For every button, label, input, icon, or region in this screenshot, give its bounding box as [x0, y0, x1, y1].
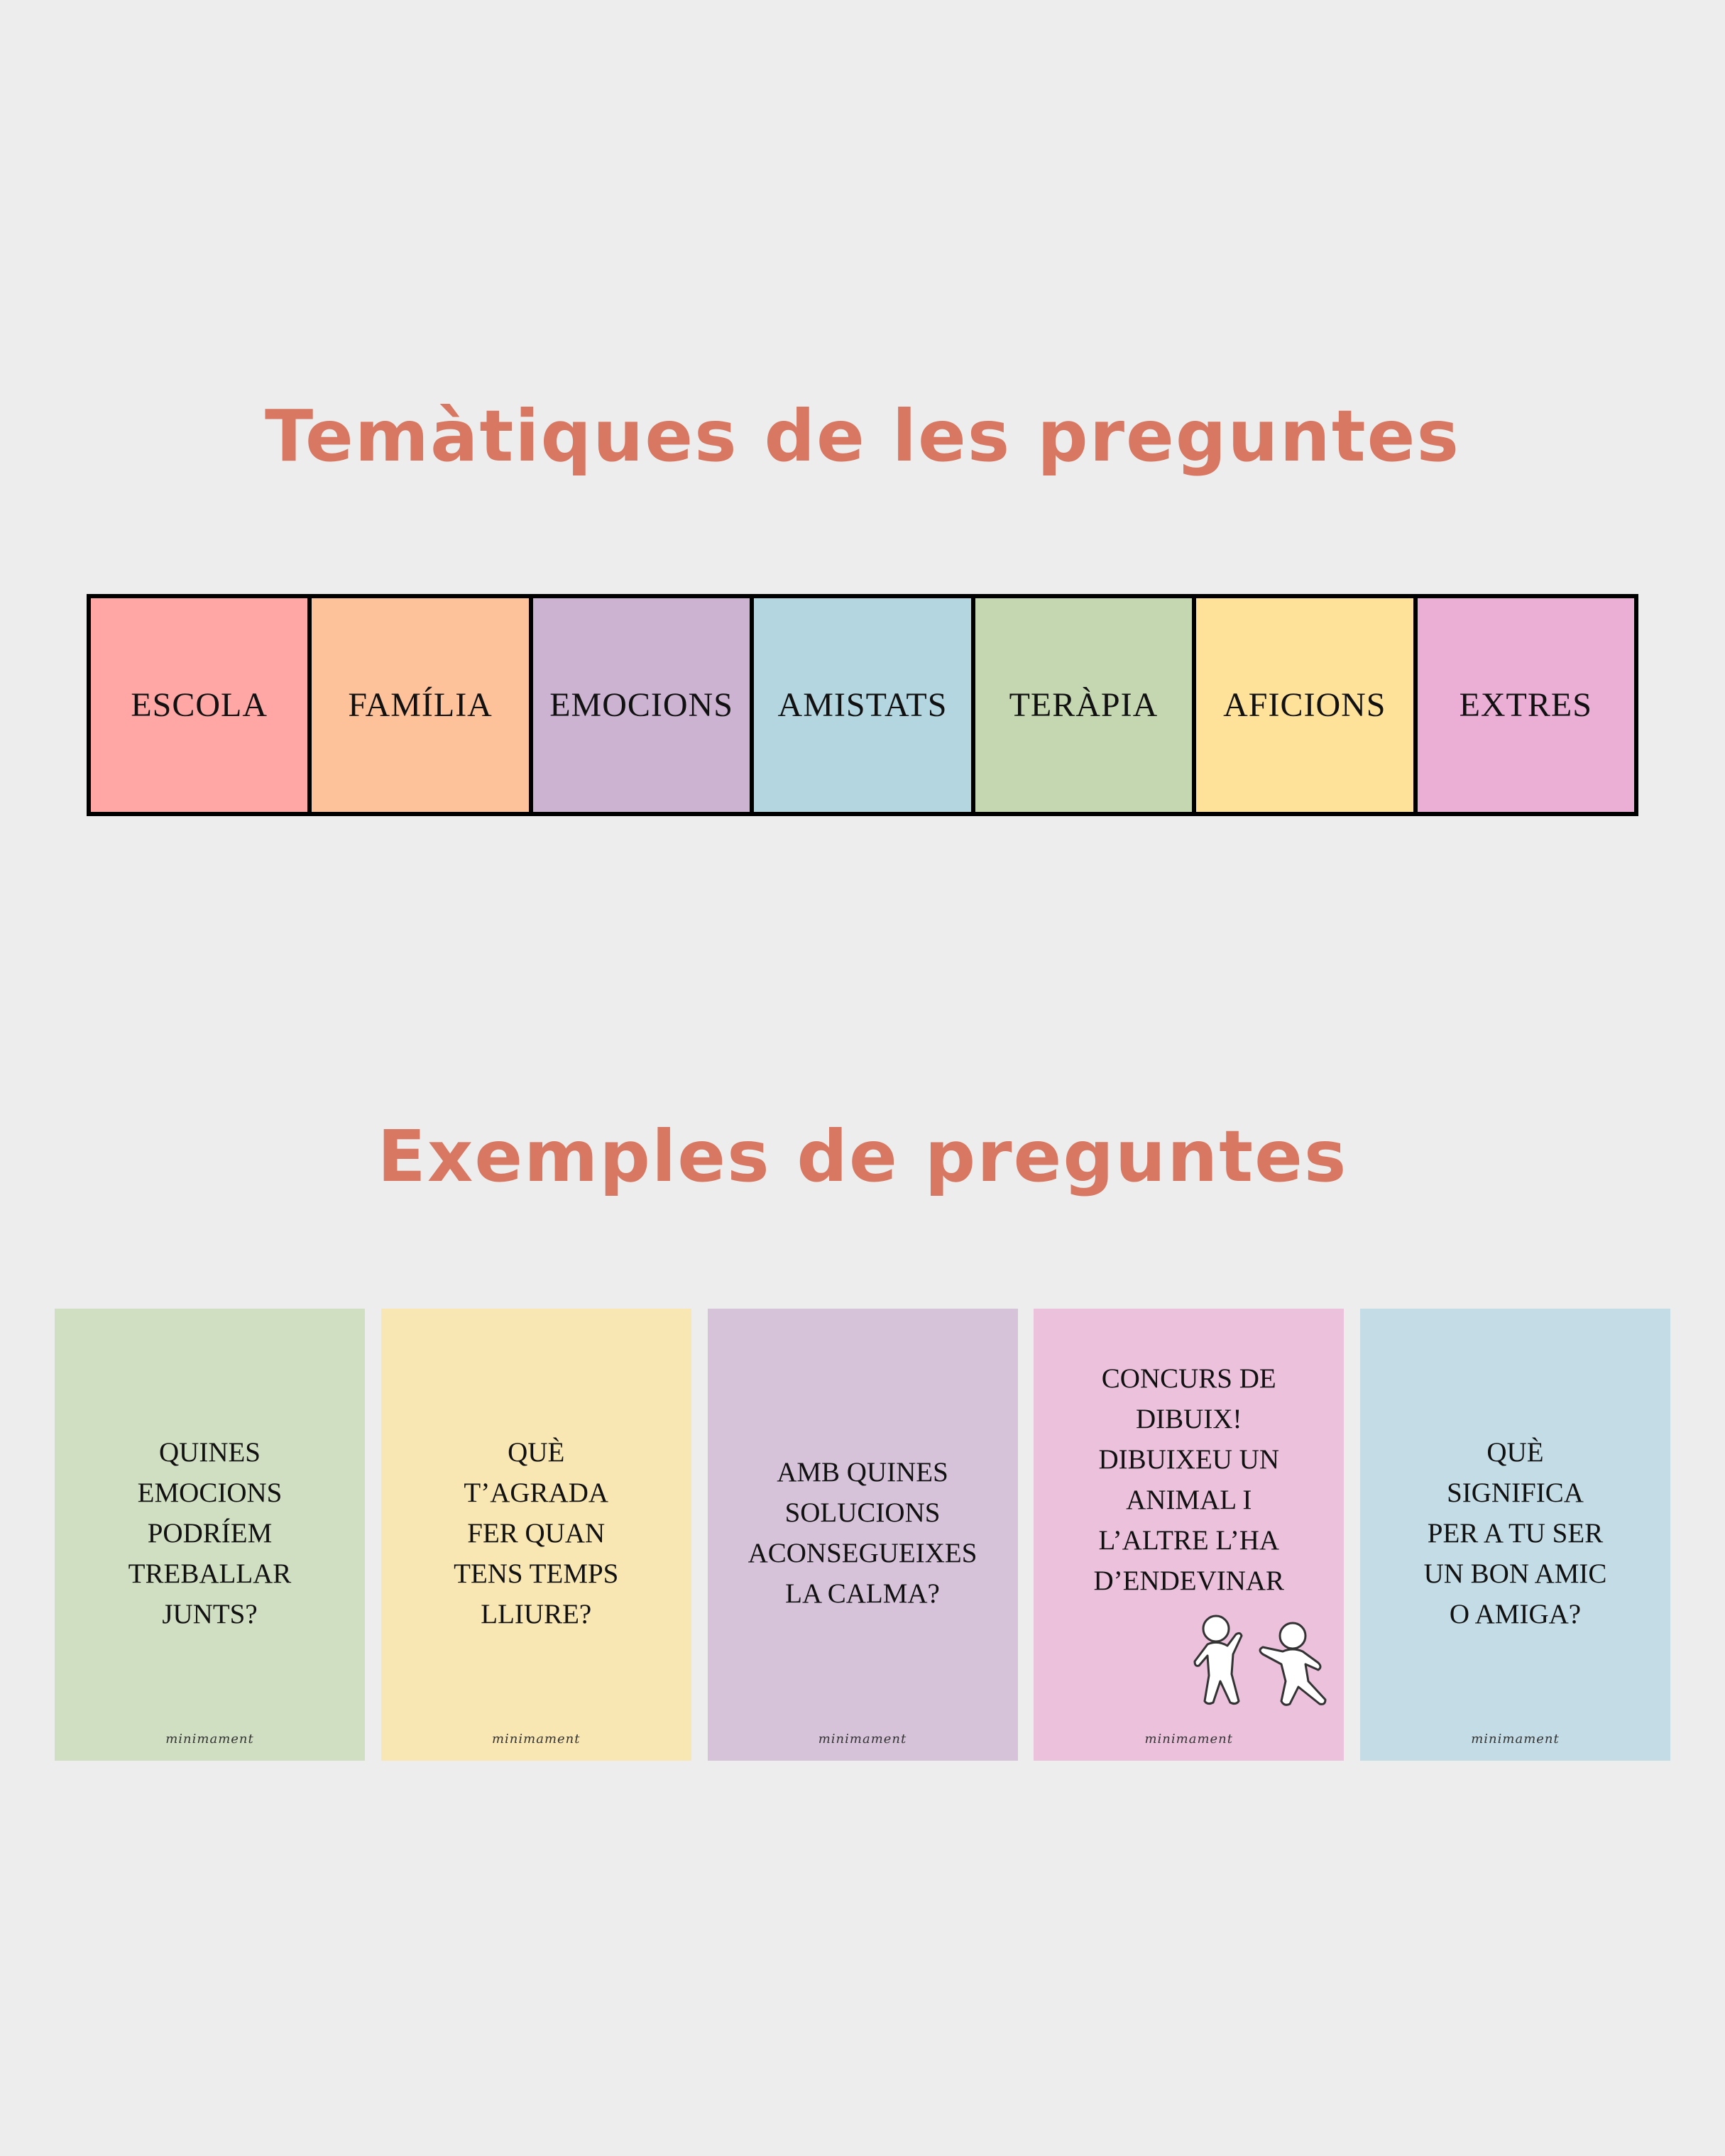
examples-heading: Exemples de preguntes — [377, 1115, 1348, 1198]
card-brand-logo: minimament — [1471, 1732, 1560, 1747]
theme-aficions: AFICIONS — [1196, 598, 1413, 812]
card-brand-logo: minimament — [165, 1732, 254, 1747]
question-card-3 — [708, 1309, 1018, 1761]
theme-escola: ESCOLA — [91, 598, 307, 812]
card-question: QUINES EMOCIONS PODRÍEM TREBALLAR JUNTS? — [128, 1437, 292, 1629]
theme-familia: FAMÍLIA — [312, 598, 528, 812]
themes-heading: Temàtiques de les preguntes — [265, 395, 1460, 478]
card-question: QUÈ T’AGRADA FER QUAN TENS TEMPS LLIURE? — [454, 1437, 619, 1629]
theme-emocions: EMOCIONS — [533, 598, 750, 812]
card-brand-logo: minimament — [818, 1732, 907, 1747]
theme-amistats: AMISTATS — [754, 598, 970, 812]
question-card-1 — [55, 1309, 365, 1761]
card-question: QUÈ SIGNIFICA PER A TU SER UN BON AMIC O AMIGA? — [1423, 1437, 1607, 1629]
card-brand-logo: minimament — [1144, 1732, 1234, 1747]
theme-terapia: TERÀPIA — [975, 598, 1192, 812]
question-card-2 — [381, 1309, 691, 1761]
card-question: CONCURS DE DIBUIX! DIBUIXEU UN ANIMAL I L’ALTRE L’HA D’ENDEVINAR — [1093, 1363, 1285, 1596]
question-card-4 — [1034, 1309, 1344, 1761]
example-cards — [55, 1309, 1670, 1761]
card-question: AMB QUINES SOLUCIONS ACONSEGUEIXES LA CALMA? — [748, 1457, 978, 1609]
theme-extres: EXTRES — [1418, 598, 1634, 812]
card-brand-logo: minimament — [491, 1732, 581, 1747]
two-dancing-figures-icon — [1186, 1610, 1335, 1710]
question-card-5 — [1360, 1309, 1670, 1761]
themes-strip — [87, 594, 1638, 816]
